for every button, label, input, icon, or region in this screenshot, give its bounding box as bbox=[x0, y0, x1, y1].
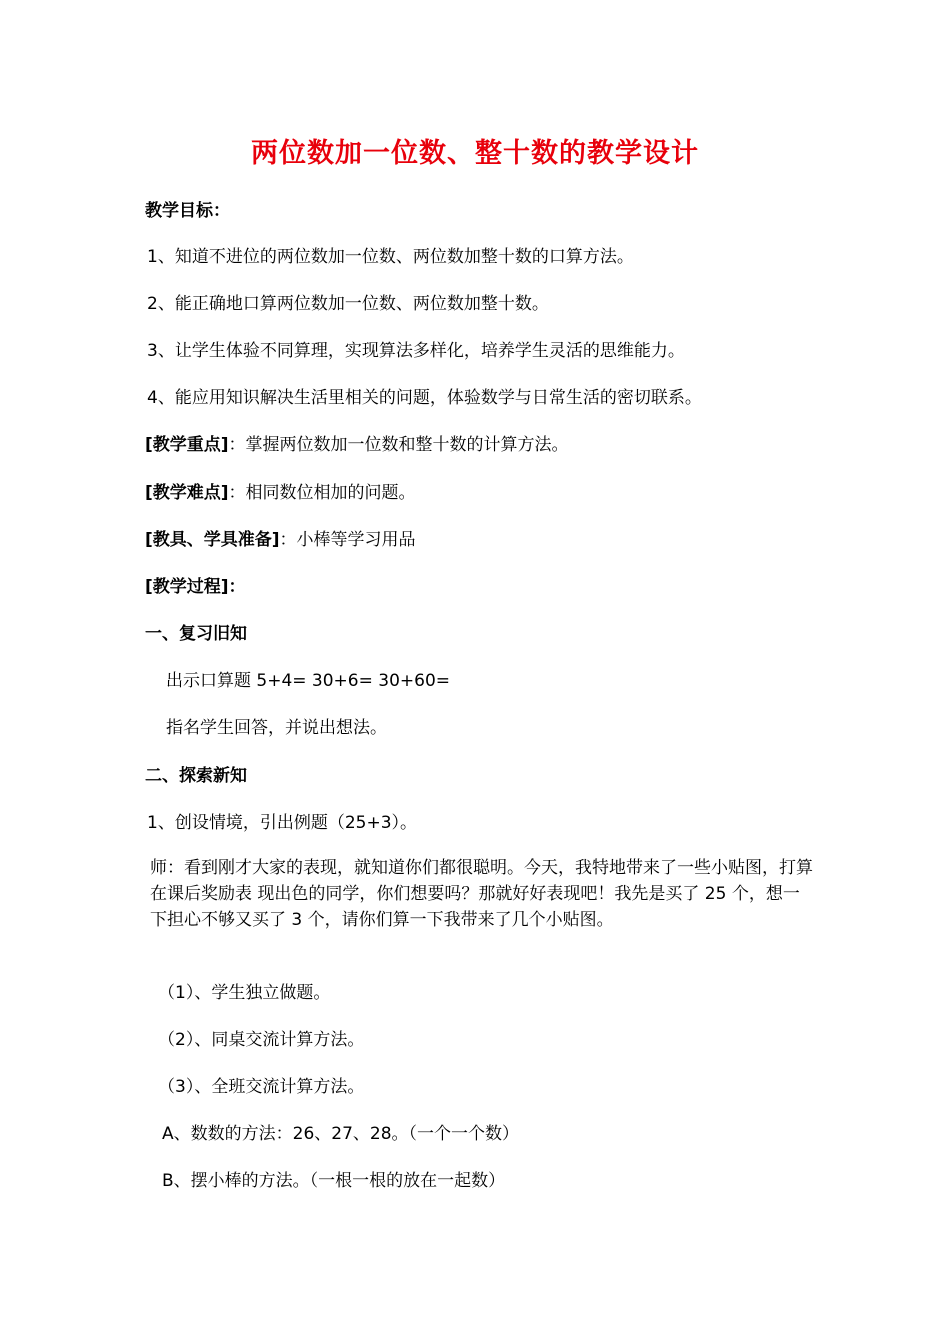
objective-item: 3、让学生体验不同算理，实现算法多样化，培养学生灵活的思维能力。 bbox=[147, 341, 685, 361]
key-point-line bbox=[145, 433, 569, 457]
difficulty-line bbox=[145, 481, 416, 505]
tools-text: ：小棒等学习用品 bbox=[279, 530, 416, 550]
key-point-label: [教学重点] bbox=[145, 435, 229, 455]
tools-label: [教具、学具准备] bbox=[145, 530, 280, 550]
section1-line: 指名学生回答，并说出想法。 bbox=[166, 718, 387, 738]
objective-item: 2、能正确地口算两位数加一位数、两位数加整十数。 bbox=[147, 294, 549, 314]
section1-heading: 一、复习旧知 bbox=[145, 624, 247, 644]
section2-item: 1、创设情境，引出例题（25+3）。 bbox=[147, 813, 418, 833]
objective-item: 4、能应用知识解决生活里相关的问题，体验数学与日常生活的密切联系。 bbox=[147, 388, 702, 408]
process-colon: ： bbox=[228, 577, 246, 597]
step-item: （2）、同桌交流计算方法。 bbox=[158, 1030, 365, 1050]
tools-line bbox=[145, 528, 416, 552]
step-item: （3）、全班交流计算方法。 bbox=[158, 1077, 365, 1097]
method-item: B、摆小棒的方法。（一根一根的放在一起数） bbox=[162, 1171, 506, 1191]
teacher-paragraph: 师：看到刚才大家的表现，就知道你们都很聪明。今天，我特地带来了一些小贴图，打算在课后奖励表 现出色的同学，你们想要吗？那就好好表现吧！我先是买了 25 个，想一下担心不够又买了 3 个，请你们算一下我带来了几个小贴图。 bbox=[150, 858, 813, 930]
document-title: 两位数加一位数、整十数的教学设计 bbox=[251, 138, 699, 169]
method-item: A、数数的方法：26、27、28。（一个一个数） bbox=[162, 1124, 520, 1144]
difficulty-text: ：相同数位相加的问题。 bbox=[228, 483, 416, 503]
section2-heading: 二、探索新知 bbox=[145, 766, 247, 786]
objective-item: 1、知道不进位的两位数加一位数、两位数加整十数的口算方法。 bbox=[147, 247, 634, 267]
process-line bbox=[145, 575, 246, 599]
process-label: [教学过程] bbox=[145, 577, 229, 597]
key-point-text: ：掌握两位数加一位数和整十数的计算方法。 bbox=[228, 435, 569, 455]
section1-line: 出示口算题 5+4= 30+6= 30+60= bbox=[166, 671, 451, 691]
difficulty-label: [教学难点] bbox=[145, 483, 229, 503]
objectives-heading: 教学目标： bbox=[145, 201, 230, 221]
step-item: （1）、学生独立做题。 bbox=[158, 983, 331, 1003]
